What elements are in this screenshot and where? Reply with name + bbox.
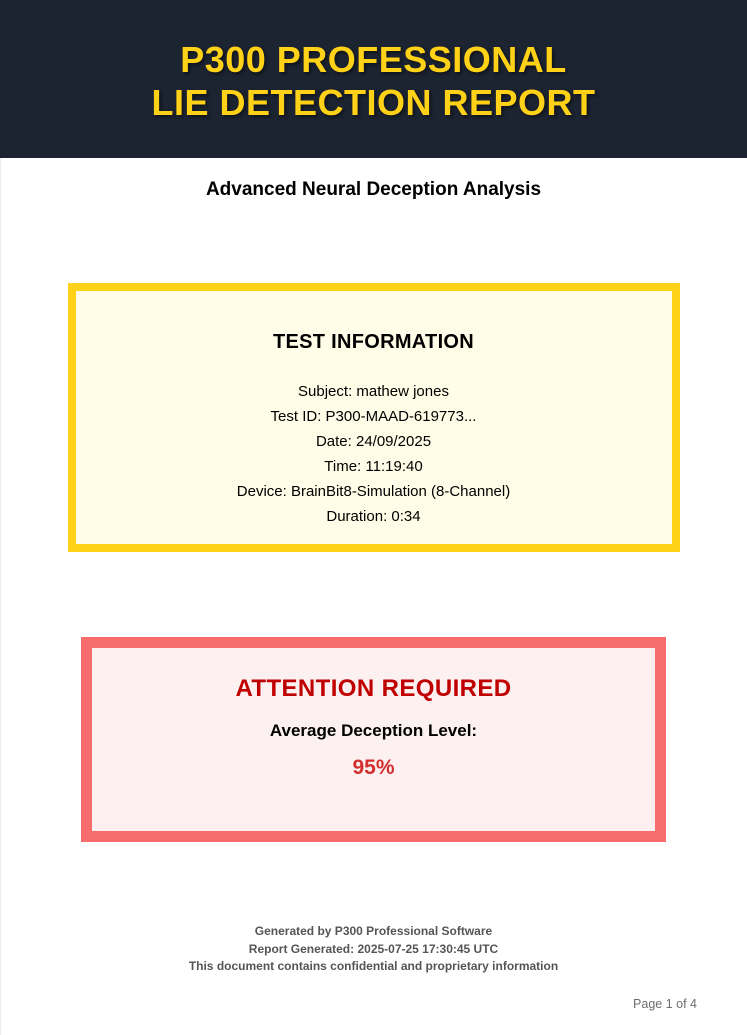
alert-card <box>81 637 666 842</box>
test-info-line-date: Date: 24/09/2025 <box>315 433 432 450</box>
page-edge-line <box>0 158 1 1035</box>
test-info-title: TEST INFORMATION <box>272 331 475 353</box>
footer-generated-by: Generated by P300 Professional Software <box>254 924 493 938</box>
report-header <box>0 0 747 158</box>
page-indicator: Page 1 of 4 <box>633 996 697 1011</box>
alert-deception-level-label: Average Deception Level: <box>269 721 478 740</box>
test-info-line-time: Time: 11:19:40 <box>324 458 423 475</box>
test-info-lines <box>96 379 652 529</box>
footer-report-generated: Report Generated: 2025-07-25 17:30:45 UTC <box>248 941 499 956</box>
footer-confidentiality-notice: This document contains confidential and proprietary information <box>188 959 559 973</box>
alert-deception-level-value: 95% <box>352 756 395 779</box>
test-info-line-duration: Duration: 0:34 <box>326 508 421 525</box>
report-subtitle: Advanced Neural Deception Analysis <box>205 179 542 200</box>
report-title-line1: P300 PROFESSIONAL <box>180 39 567 80</box>
test-info-line-test-id: Test ID: P300-MAAD-619773... <box>270 408 477 425</box>
report-title-line2: LIE DETECTION REPORT <box>151 82 596 123</box>
report-footer <box>0 923 747 976</box>
test-info-card <box>68 283 680 552</box>
test-info-line-device: Device: BrainBit8-Simulation (8-Channel) <box>236 483 511 500</box>
alert-title: ATTENTION REQUIRED <box>235 675 512 702</box>
test-info-line-subject: Subject: mathew jones <box>298 383 449 400</box>
